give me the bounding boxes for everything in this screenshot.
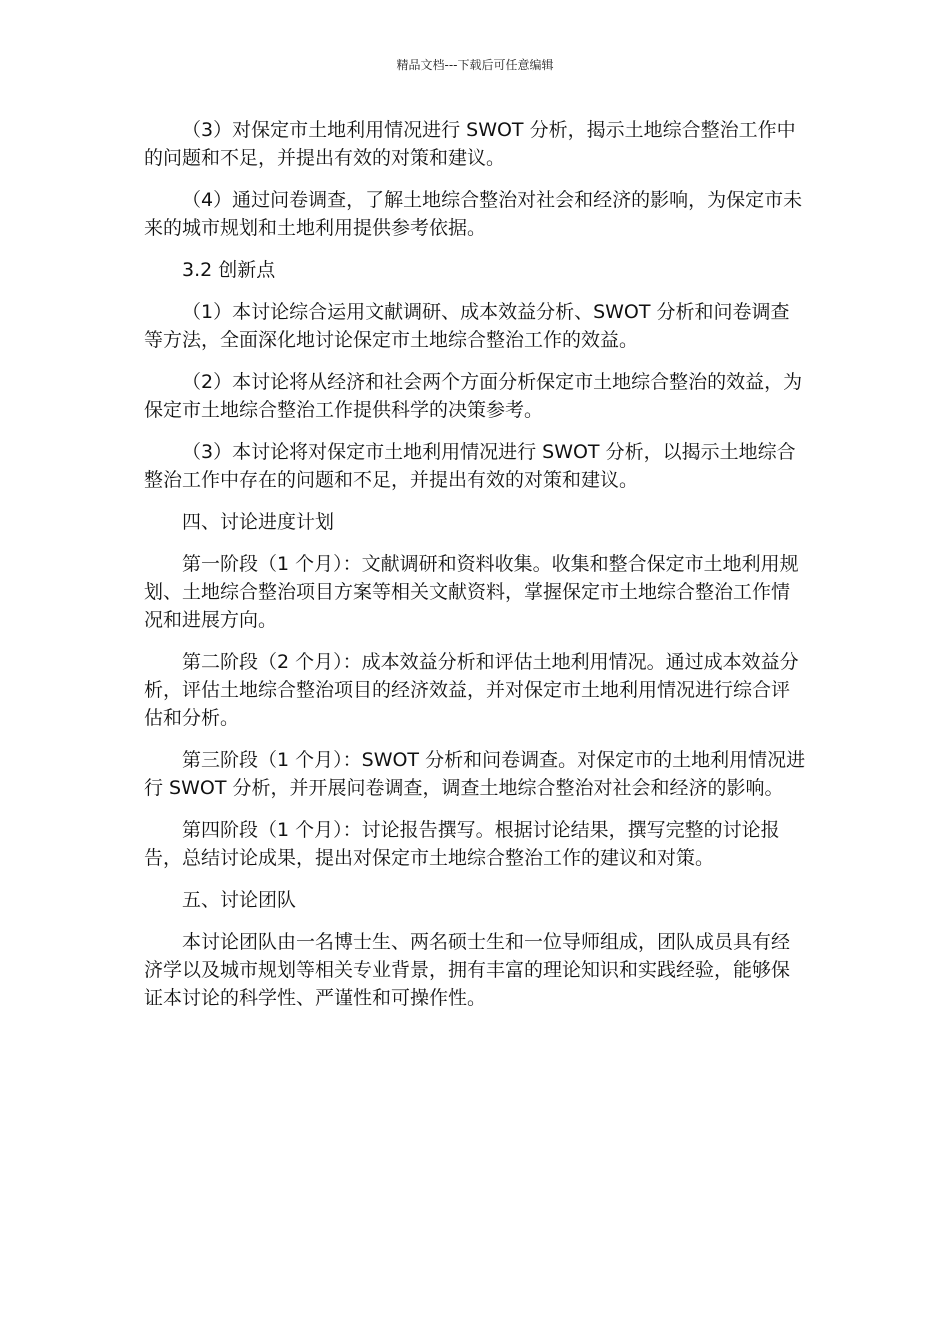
paragraph-innovation-1: （1）本讨论综合运用文献调研、成本效益分析、SWOT 分析和问卷调查等方法，全面深化地讨论保定市土地综合整治工作的效益。 (144, 301, 790, 351)
section-heading-team: 五、讨论团队 (182, 889, 297, 911)
paragraph-innovation-3: （3）本讨论将对保定市土地利用情况进行 SWOT 分析，以揭示土地综合整治工作中存在的问题和不足，并提出有效的对策和建议。 (144, 441, 796, 491)
paragraph-stage-2: 第二阶段（2 个月）：成本效益分析和评估土地利用情况。通过成本效益分析，评估土地综合整治项目的经济效益，并对保定市土地利用情况进行综合评估和分析。 (144, 651, 799, 729)
paragraph-team: 本讨论团队由一名博士生、两名硕士生和一位导师组成，团队成员具有经济学以及城市规划等相关专业背景，拥有丰富的理论知识和实践经验，能够保证本讨论的科学性、严谨性和可操作性。 (144, 931, 791, 1009)
paragraph-stage-4: 第四阶段（1 个月）：讨论报告撰写。根据讨论结果，撰写完整的讨论报告，总结讨论成果，提出对保定市土地综合整治工作的建议和对策。 (144, 819, 780, 869)
section-heading-innovation: 3.2 创新点 (182, 259, 276, 281)
paragraph-innovation-2: （2）本讨论将从经济和社会两个方面分析保定市土地综合整治的效益，为保定市土地综合整治工作提供科学的决策参考。 (144, 371, 803, 421)
document-body (144, 116, 808, 1026)
section-heading-schedule: 四、讨论进度计划 (182, 511, 335, 533)
paragraph-objective-3: （3）对保定市土地利用情况进行 SWOT 分析，揭示土地综合整治工作中的问题和不足，并提出有效的对策和建议。 (144, 119, 796, 169)
paragraph-stage-3: 第三阶段（1 个月）：SWOT 分析和问卷调查。对保定市的土地利用情况进行 SWOT 分析，并开展问卷调查，调查土地综合整治对社会和经济的影响。 (144, 749, 806, 799)
paragraph-stage-1: 第一阶段（1 个月）：文献调研和资料收集。收集和整合保定市土地利用规划、土地综合整治项目方案等相关文献资料，掌握保定市土地综合整治工作情况和进展方向。 (144, 553, 799, 631)
paragraph-objective-4: （4）通过问卷调查，了解土地综合整治对社会和经济的影响，为保定市未来的城市规划和土地利用提供参考依据。 (144, 189, 803, 239)
page-header: 精品文档---下载后可任意编辑 (396, 58, 554, 72)
